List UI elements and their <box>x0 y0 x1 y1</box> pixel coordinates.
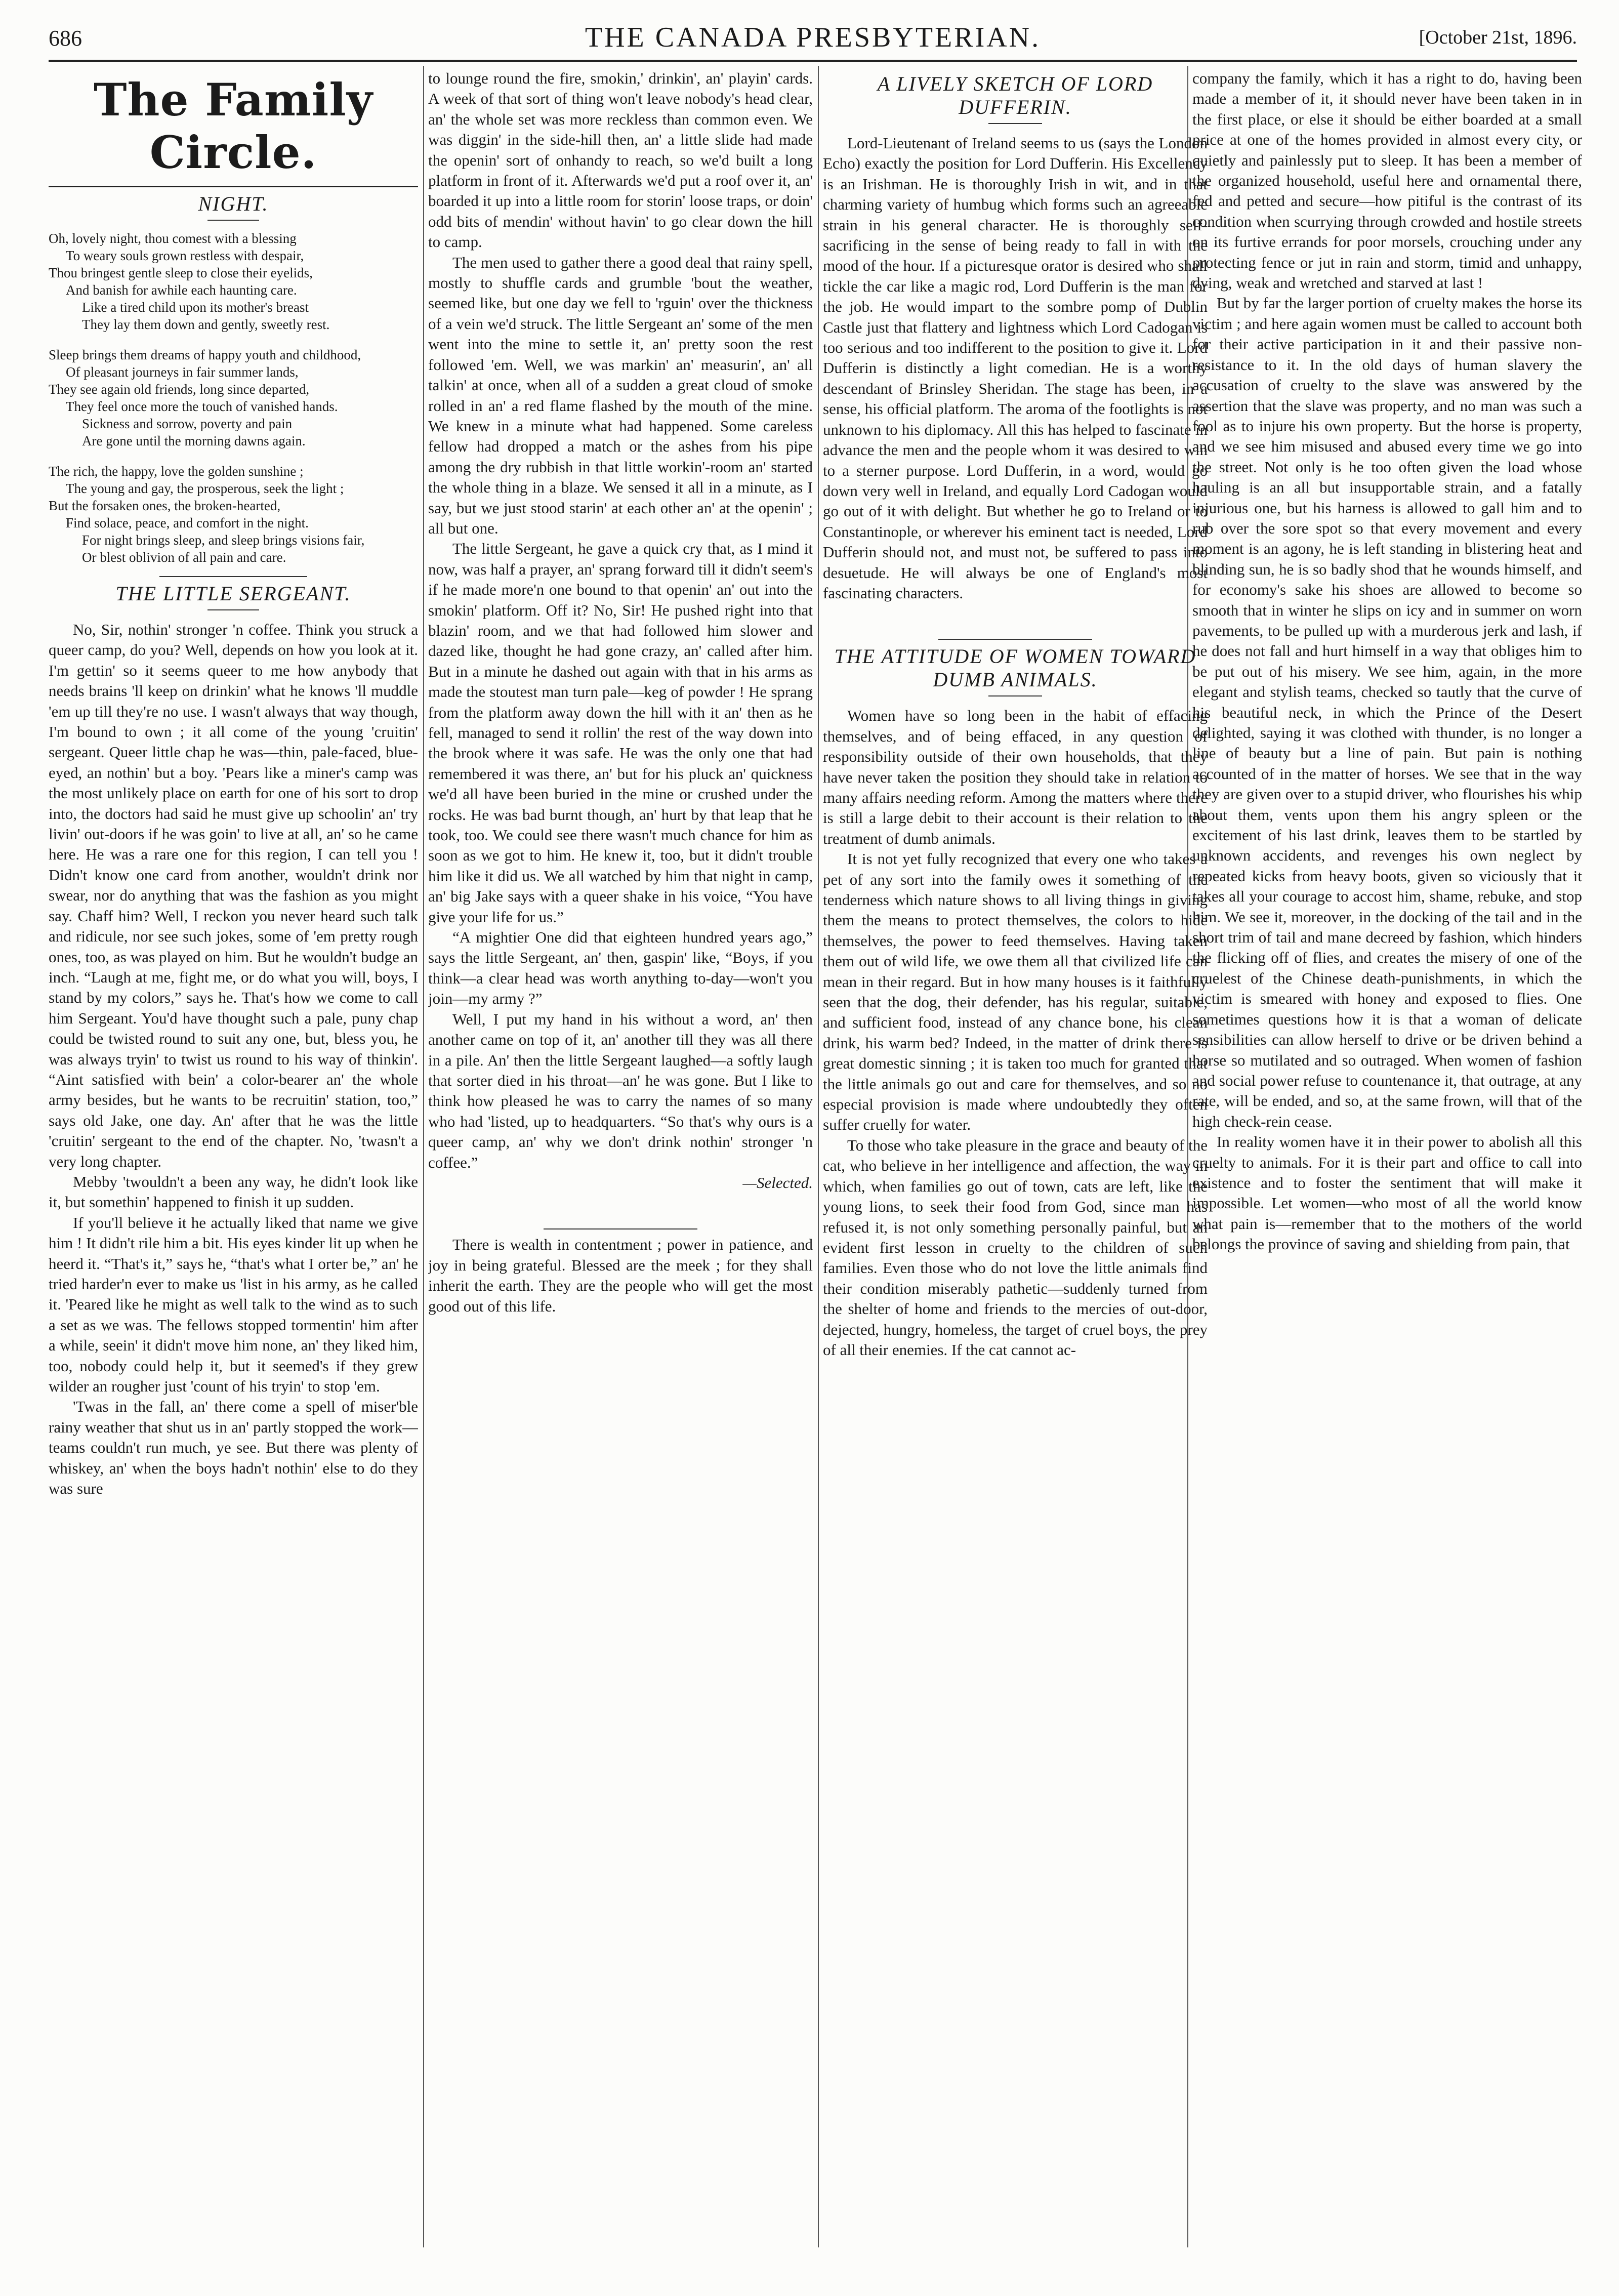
paragraph: The little Sergeant, he gave a quick cry that, as I mind it now, was half a prayer, an' sprang forward till it didn't seem's if he made more'n one bound to that openin' an' out into the smokin' platform. Off it? No, Sir! He pushed right into that blazin' room, and we that had followed him slower and dazed like, thought he had gone crazy, an' called after him. But in a minute he dashed out again with that in his arms as made the stoutest man turn pale—keg of powder ! He sprang from the platform away down the hill with it an' then as he fell, managed to send it rollin' the rest of the way down into the brook where it was safe. He was the only one that had remembered it was there, an' but for his pluck an' quickness we'd all have been buried in the mine or crushed under the rocks. He was bad burnt though, an' hurt by that leap that he took, too. We could see there wasn't much chance for him as soon as we got to him. He knew it, too, but it didn't trouble him like it did us. We all watched by him that night in camp, an' big Jake says with a queer shake in his voice, “You have give your life for us.” <box>428 540 813 926</box>
paragraph: To those who take pleasure in the grace and beauty of the cat, who believe in her intelligence and affection, the way in which, when families go out of town, cats are left, like the young lions, to seek their food from God, since man has refused it, is not only something personally painful, but an evident first lesson in cruelty to the children of such families. Even those who do not love the little animals find their condition miserably pathetic—suddenly turned from the shelter of home and friends to the mercies of out-door, dejected, hungry, homeless, the target of cruel boys, the prey of all their enemies. If the cat cannot ac- <box>823 1136 1208 1359</box>
paragraph: In reality women have it in their power to abolish all this cruelty to animals. For it is their part and office to call into existence and to foster the sentiment that will make it impossible. Let women—who most of all the world know what pain is—remember that to the mothers of the world belongs the province of saving and shielding from pain, that <box>1192 1133 1582 1253</box>
page-number: 686 <box>49 26 82 51</box>
poem-line: Like a tired child upon its mother's breast <box>82 300 309 315</box>
article-title: THE ATTITUDE OF WOMEN TOWARD DUMB ANIMALS. <box>834 645 1196 691</box>
section-masthead: The Family Circle. <box>94 73 373 179</box>
article-title: THE LITTLE SERGEANT. <box>115 582 351 605</box>
publication-title: THE CANADA PRESBYTERIAN. <box>585 22 1041 53</box>
article-signature: —Selected. <box>742 1173 813 1192</box>
article-little-sergeant-continued <box>428 68 813 1193</box>
title-rule <box>988 695 1042 696</box>
item-wealth-in-contentment <box>428 1235 813 1317</box>
column-3 <box>823 68 1208 2245</box>
poem-line: The rich, the happy, love the golden sunshine ; <box>49 464 304 479</box>
title-rule <box>988 123 1042 124</box>
article-attitude-of-women <box>823 706 1208 1360</box>
paragraph: The men used to gather there a good deal that rainy spell, mostly to shuffle cards and grumble 'bout the weather, seemed like, but one day we fell to 'rguin' over the thickness of a vein we'd struck. The little Sergeant an' some of the men went into the mine to settle it, an' pretty soon the rest followed 'em. Well, we was markin' an' measurin', an' all talkin' at once, when all of a sudden a great cloud of smoke rolled in an' a red flame flashed by the mouth of the mine. We knew in a minute what had happened. Some careless fellow had dropped a match or the ashes from his pipe among the dry rubbish in that little workin'-room an' started the whole thing in a blaze. We sensed it all in a minute, as I say, but we just stood starin' at each other an' at the openin' ; all but one. <box>428 253 813 537</box>
paragraph: 'Twas in the fall, an' there come a spell of miser'ble rainy weather that shut us in an' partly stopped the work—teams couldn't run much, ye see. But there was plenty of whiskey, an' when the boys hadn't nothin' else to do they was sure <box>49 1398 418 1498</box>
paragraph: Lord-Lieutenant of Ireland seems to us (says the London Echo) exactly the position for Lord Dufferin. His Excellency is an Irishman. He is thoroughly Irish in wit, and in that charming variety of humbug which forms such an agreeable strain in his general character. He is thoroughly self-sacrificing in the sense of being ready to fall in with the mood of the hour. If a picturesque orator is desired who shall tickle the car like a magic rod, Lord Dufferin is the man for the job. He would impart to the sombre pomp of Dublin Castle just that flattery and lightness which Lord Cadogan is too serious and too indifferent to the position to give it. Lord Dufferin is distinctly a light comedian. He is a worthy descendant of Brinsley Sheridan. The stage has been, in a sense, his official platform. The aroma of the footlights is not unknown to his diplomacy. All this has helped to fascinate in advance the men and the people whom it was desired to win to a sterner purpose. Lord Dufferin, in a word, would go down very well in Ireland, and equally Lord Cadogan would go out of it with delight. But whether he go to Ireland or to Constantinople, or wherever his eminent tact is needed, Lord Dufferin should not, and must not, be suffered to pass into desuetude. He will always be one of England's most fascinating characters. <box>823 134 1208 602</box>
poem-night <box>49 230 418 566</box>
poem-title: NIGHT. <box>198 192 269 215</box>
page-header <box>49 21 1577 57</box>
column-4 <box>1192 68 1582 2245</box>
paragraph: But by far the larger portion of cruelty makes the horse its victim ; and here again women must be called to account both for their active participation in it and their passive non-resistance to it. In the old days of human slavery the accusation of cruelty to the slave was answered by the assertion that the slave was property, and no man was such a fool as to injure his own property. But the horse is property, and we see him misused and abused every time we go into the street. Not only is he too often given the load whose hauling is an all but insupportable strain, and a fatally injurious one, but his harness is allowed to gall him and to rub over the sore spot so that every movement and every moment is an agony, he is left standing in blistering heat and blinding sun, he is so badly shod that he wounds himself, and for economy's sake his shoes are allowed to become so smooth that in winter he slips on icy and in summer on worn pavements, to be pulled up with a murderous jerk and lash, if he does not fall and hurt himself in a way that obliges him to be put out of his misery. We see him, again, in the more elegant and stylish teams, checked so tautly that the curve of his beautiful neck, in which the Prince of the Desert delighted, saying it was clothed with thunder, is no longer a line of beauty but a line of pain. But pain is nothing accounted of in the matter of horses. We see that in the way they are given over to a stupid driver, who flourishes his whip about them, vents upon them his angry spleen or the excitement of his last drink, leaves them to be startled by unknown accidents, and revenges his own neglect by repeated kicks from heavy boots, given so viciously that it takes all your courage to accost him, shame, rebuke, and stop him. We see it, moreover, in the docking of the tail and in the short trim of tail and mane decreed by fashion, which hinders the flicking off of flies, and creates the misery of one of the cruelest of the Chinese death-punishments, in which the victim is smeared with honey and exposed to flies. One sometimes questions how it is that a woman of delicate sensibilities can allow herself to drive or be driven behind a horse so mutilated and so outraged. When women of fashion and social power refuse to countenance it, that outrage, at any rate, will be ended, and so, at the same frown, will that of the high check-rein cease. <box>1192 294 1582 1130</box>
section-rule <box>544 1228 697 1229</box>
article-attitude-of-women-continued <box>1192 68 1582 1255</box>
column-1 <box>49 68 418 2245</box>
paragraph: to lounge round the fire, smokin,' drinkin', an' playin' cards. A week of that sort of thing won't leave nobody's head clear, an' the whole set was more reckless than common even. We was diggin' in the side-hill then, an' a little slide had made the openin' sort of onhandy to reach, so we'd built a long platform in front of it. Afterwards we'd put a roof over it, an' boarded it up into a little room for storin' loose traps, or doin' odd bits of mendin' without havin' to go clear down the hill to camp. <box>428 69 813 251</box>
poem-line: Thou bringest gentle sleep to close their eyelids, <box>49 265 313 280</box>
column-divider <box>818 66 819 2247</box>
poem-line: Find solace, peace, and comfort in the night. <box>66 515 309 530</box>
section-rule <box>938 639 1092 640</box>
paragraph: No, Sir, nothin' stronger 'n coffee. Think you struck a queer camp, do you? Well, depends on how you look at it. I'm gettin' so it seems queer to me how anybody that needs brains 'll keep on drinkin' what he knows 'll muddle 'em up till they're no use. I wasn't always that way though, I'm bound to own ; it all come of the young 'cruitin' sergeant. Queer little chap he was—thin, pale-faced, blue-eyed, an nothin' but a boy. 'Pears like a miner's camp was the most unlikely place on earth for one of his sort to drop into, the doctors had said he must give up schoolin' an' try livin' out-doors if he was goin' to live at all, an' so he came here. He was a rare one for this region, I can tell you ! Didn't know one card from another, wouldn't drink nor swear, nor do anything that was the fashion as you might say. Chaff him? Well, I reckon you never heard such talk and ridicule, nor see such jokes, some of 'em pretty rough ones, too, as was played on him. But he wouldn't budge an inch. “Laugh at me, fight me, or do what you will, boys, I stand by my colors,” says he. That's how we come to call him Sergeant. You'd have thought such a pale, puny chap could be twisted round to suit any one, but, bless you, he was always tryin' to twist us round to his way of thinkin'. “Aint satisfied with bein' a color-bearer an' the whole army besides, but he wants to be recruitin' station, too,” says old Jake, one day. An' after that he was the little 'cruitin' sergeant to the end of the chapter. No, 'twasn't a very long chapter. <box>49 621 418 1170</box>
poem-line: Are gone until the morning dawns again. <box>82 433 306 448</box>
paragraph: If you'll believe it he actually liked that name we give him ! It didn't rile him a bit. His eyes kinder lit up when he heerd it. “That's it,” says he, “that's what I orter be,” an' he tried harder'n ever to make us 'list in his army, as he called it. 'Peared like he might as well talk to the wind as to such a set as we was. The fellows stopped tormentin' him after a while, seein' it didn't move him none, an' they liked him, too, nobody could help it, but it seemed's if they grew wilder an rougher just 'count of his tryin' to stop 'em. <box>49 1213 418 1396</box>
article-little-sergeant <box>49 620 418 1499</box>
paragraph: There is wealth in contentment ; power in patience, and joy in being grateful. Blessed are the meek ; for they shall inherit the earth. They are the people who will get the most good out of this life. <box>428 1236 813 1315</box>
poem-line: Or blest oblivion of all pain and care. <box>82 550 286 565</box>
poem-line: And banish for awhile each haunting care. <box>66 282 297 298</box>
poem-line: Oh, lovely night, thou comest with a blessing <box>49 231 297 246</box>
article-title: A LIVELY SKETCH OF LORD DUFFERIN. <box>877 72 1153 118</box>
poem-line: But the forsaken ones, the broken-hearted, <box>49 498 281 513</box>
poem-line: Sleep brings them dreams of happy youth and childhood, <box>49 347 361 362</box>
poem-line: Of pleasant journeys in fair summer lands, <box>66 364 299 380</box>
poem-line: They feel once more the touch of vanished hands. <box>66 399 338 414</box>
header-rule <box>49 60 1577 62</box>
poem-line: For night brings sleep, and sleep brings visions fair, <box>82 532 365 548</box>
masthead-rule <box>49 186 418 187</box>
paragraph: Mebby 'twouldn't a been any way, he didn't look like it, but somethin' happened to finish it up sudden. <box>49 1172 418 1211</box>
issue-date: [October 21st, 1896. <box>1419 27 1577 48</box>
paragraph: company the family, which it has a right to do, having been made a member of it, it should never have been taken in in the first place, or else it should be either boarded at a small price at one of the homes provided in almost every city, or quietly and painlessly put to sleep. It has been a member of the organized household, useful here and ornamental there, fed and petted and secure—how pitiful is the contrast of its condition when scurrying through crowded and hostile streets on its furtive errands for poor morsels, crouching under any protecting fence or jut in rain and storm, timid and unhappy, dying, weak and wretched and starved at last ! <box>1192 69 1582 292</box>
column-2 <box>428 68 813 2245</box>
paragraph: “A mightier One did that eighteen hundred years ago,” says the little Sergeant, an' then, gaspin' like, “Boys, if you think—a clear head was worth anything to-day—won't you join—my army ?” <box>428 928 813 1008</box>
paragraph: Women have so long been in the habit of effacing themselves, and of being effaced, in any question of responsibility outside of their own households, that they have never taken the position they should take in relation to many affairs needing reform. Among the matters where there is still a large debit to their account is their relation to the treatment of dumb animals. <box>823 707 1208 847</box>
paragraph: Well, I put my hand in his without a word, an' then another came on top of it, an' another till they was all there in a pile. An' then the little Sergeant laughed—a softly laugh that sorter died in his throat—an' he was gone. But I like to think how pleased he was to carry the names of so many who had 'listed, up to headquarters. “So that's why ours is a queer camp, an' why we don't drink nothin' stronger 'n coffee.” <box>428 1010 813 1171</box>
title-rule <box>207 220 259 221</box>
poem-line: To weary souls grown restless with despair, <box>66 248 304 263</box>
section-rule <box>159 576 307 577</box>
column-divider <box>423 66 424 2247</box>
article-lord-dufferin <box>823 133 1208 603</box>
poem-line: The young and gay, the prosperous, seek the light ; <box>66 481 344 496</box>
poem-line: Sickness and sorrow, poverty and pain <box>82 416 293 431</box>
title-rule <box>207 609 259 610</box>
poem-line: They lay them down and gently, sweetly rest. <box>82 317 330 332</box>
paragraph: It is not yet fully recognized that every one who takes a pet of any sort into the family owes it something of the tenderness which nature shows to all living things in giving them the means to protect themselves, the colors to hide themselves, the power to feed themselves. Having taken them out of wild life, we owe them all that civilized life can mean in their regard. But in how many houses is it faithfully seen that the dog, their defender, has his regular, suitable, and sufficient food, instead of any chance bone, his clean drink, his warm bed? Indeed, in the matter of drink there is great domestic sinning ; it is taken too much for granted that the little animals go out and care for themselves, and so no especial provision is made where undoubtedly they often suffer cruelly for water. <box>823 850 1208 1134</box>
poem-line: They see again old friends, long since departed, <box>49 382 310 397</box>
